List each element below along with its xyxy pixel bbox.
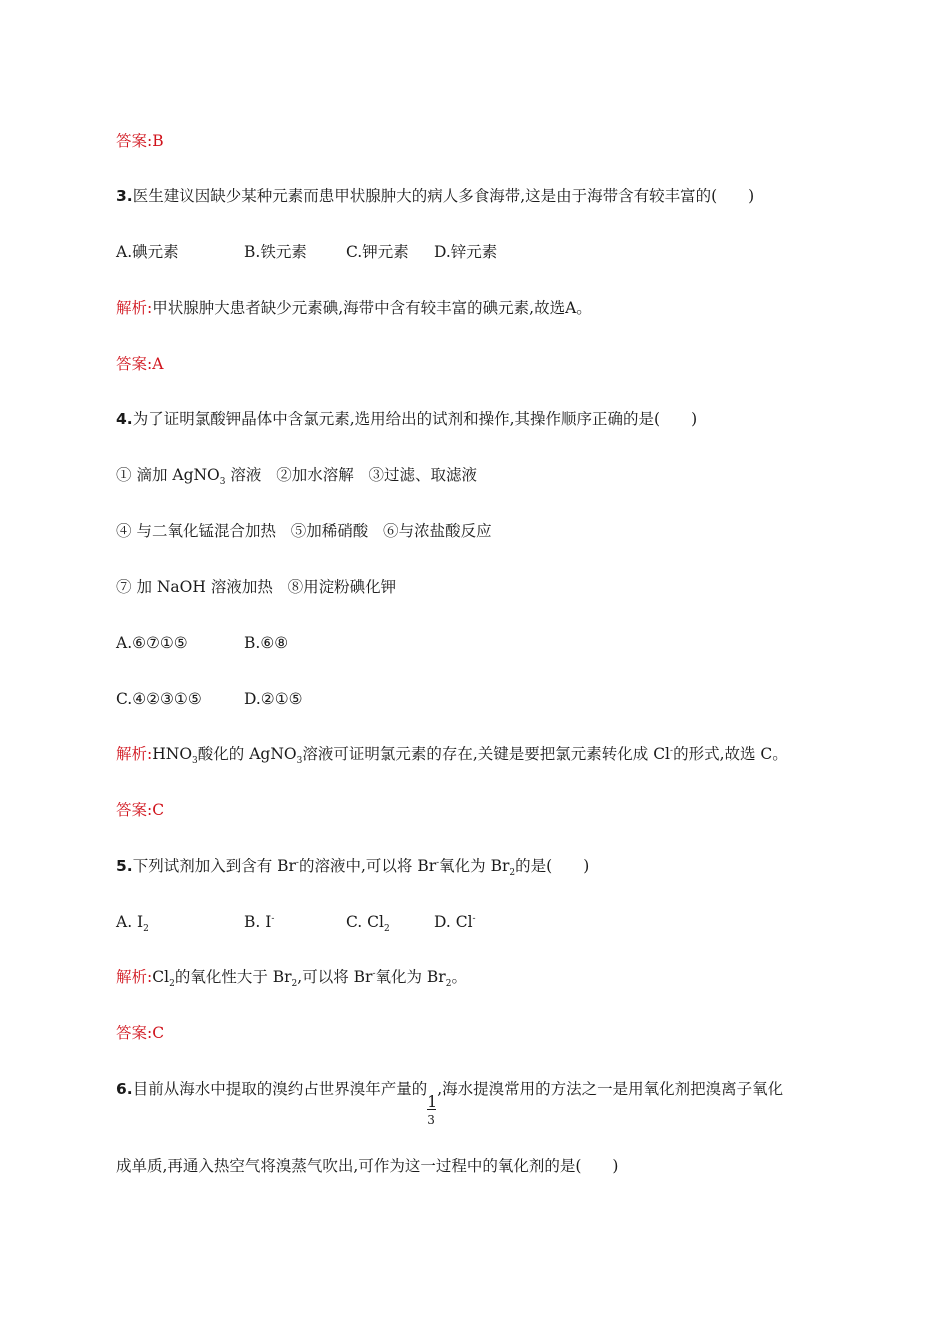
- q6-stem-line-1: 6.目前从海水中提取的溴约占世界溴年产量的 $\frac{1}{3}$ ,海水提溴常用的方法之一是用氧化剂把溴离子氧化: [116, 1080, 784, 1127]
- step-marker: ③: [368, 466, 385, 484]
- step-marker: ④: [116, 522, 132, 540]
- step-marker: ②: [276, 466, 292, 484]
- step-marker: ⑤: [290, 522, 307, 540]
- step-text: 过滤、取滤液: [384, 466, 478, 484]
- option-b: B.铁元素: [244, 243, 307, 261]
- analysis-label: 解析: [116, 968, 148, 986]
- q4-steps-row-3: [116, 577, 396, 597]
- option-b: B.⑥⑧: [244, 634, 289, 652]
- answer-value: C: [152, 1024, 165, 1042]
- question-text: 为了证明氯酸钾晶体中含氯元素,选用给出的试剂和操作,其操作顺序正确的是( ): [132, 410, 698, 428]
- q4-steps-row-2: [116, 521, 492, 541]
- step-text: 加水溶解: [291, 466, 354, 484]
- q5-analysis: 解析$:Cl_2$的氧化性大于 $Br_2$,可以将 Br-氧化为 $Br_2$。: [116, 968, 467, 990]
- q2-answer: 答案:B: [116, 132, 164, 150]
- step-text: 与浓盐酸反应: [398, 522, 492, 540]
- q4-answer: 答案:C: [116, 801, 165, 819]
- analysis-label: 解析: [116, 299, 148, 317]
- q3-answer: 答案:A: [116, 355, 164, 373]
- q3-stem: [116, 186, 754, 206]
- option-b: B. I-: [244, 913, 275, 931]
- step-text: 加 NaOH 溶液加热: [131, 578, 273, 596]
- option-d: D. Cl-: [434, 913, 476, 931]
- question-number: 3.: [116, 187, 133, 205]
- answer-value: C: [152, 801, 165, 819]
- q5-stem: 5.下列试剂加入到含有 Br-的溶液中,可以将 Br-氧化为 $Br_2$的是( ): [116, 857, 590, 879]
- answer-label: 答案: [116, 355, 148, 373]
- question-text: 医生建议因缺少某种元素而患甲状腺肿大的病人多食海带,这是由于海带含有较丰富的( ): [132, 187, 755, 205]
- q4-steps-row-1: ① 滴加 AgNO$_3$ 溶液 ②加水溶解 ③过滤、取滤液: [116, 466, 478, 488]
- q4-analysis: 解析$:HNO_3$酸化的 AgNO$_3$溶液可证明氯元素的存在,关键是要把氯元素转化成 Cl-的形式,故选 C。: [116, 745, 788, 767]
- analysis-label: 解析: [116, 745, 148, 763]
- q3-analysis: 解析:甲状腺肿大患者缺少元素碘,海带中含有较丰富的碘元素,故选A。: [116, 299, 592, 317]
- analysis-text: 甲状腺肿大患者缺少元素碘,海带中含有较丰富的碘元素,故选A。: [152, 299, 592, 317]
- option-d: D.锌元素: [434, 243, 498, 261]
- answer-value: B: [152, 132, 164, 150]
- step-marker: ⑦: [116, 578, 132, 596]
- q4-options-row-2: [116, 689, 516, 709]
- option-c: C.钾元素: [346, 243, 409, 261]
- step-marker: ⑥: [383, 522, 399, 540]
- q3-options: [116, 242, 816, 262]
- option-d: D.②①⑤: [244, 690, 303, 708]
- step-text: 用淀粉碘化钾: [303, 578, 397, 596]
- option-c: C.④②③①⑤: [116, 690, 202, 708]
- option-a: A.碘元素: [116, 243, 179, 261]
- option-c: C. $Cl_2$: [346, 913, 390, 935]
- option-a: A.⑥⑦①⑤: [116, 634, 188, 652]
- q5-answer: 答案:C: [116, 1024, 165, 1042]
- option-a: A. $I_2$: [116, 913, 149, 935]
- step-text: 加稀硝酸: [306, 522, 369, 540]
- step-text: 滴加 AgNO: [131, 466, 220, 484]
- q6-stem-line-2: 成单质,再通入热空气将溴蒸气吹出,可作为这一过程中的氧化剂的是( ): [116, 1157, 619, 1175]
- q4-stem: [116, 409, 697, 429]
- step-marker: ⑧: [287, 578, 304, 596]
- question-number: 6.: [116, 1080, 133, 1098]
- step-text: 与二氧化锰混合加热: [131, 522, 276, 540]
- q5-options: [116, 912, 616, 935]
- question-number: 4.: [116, 410, 133, 428]
- answer-label: 答案: [116, 1024, 148, 1042]
- step-marker: ①: [116, 466, 132, 484]
- answer-value: A: [152, 355, 164, 373]
- q4-options-row-1: [116, 633, 516, 653]
- question-number: 5.: [116, 857, 133, 875]
- answer-label: 答案: [116, 132, 148, 150]
- answer-label: 答案: [116, 801, 148, 819]
